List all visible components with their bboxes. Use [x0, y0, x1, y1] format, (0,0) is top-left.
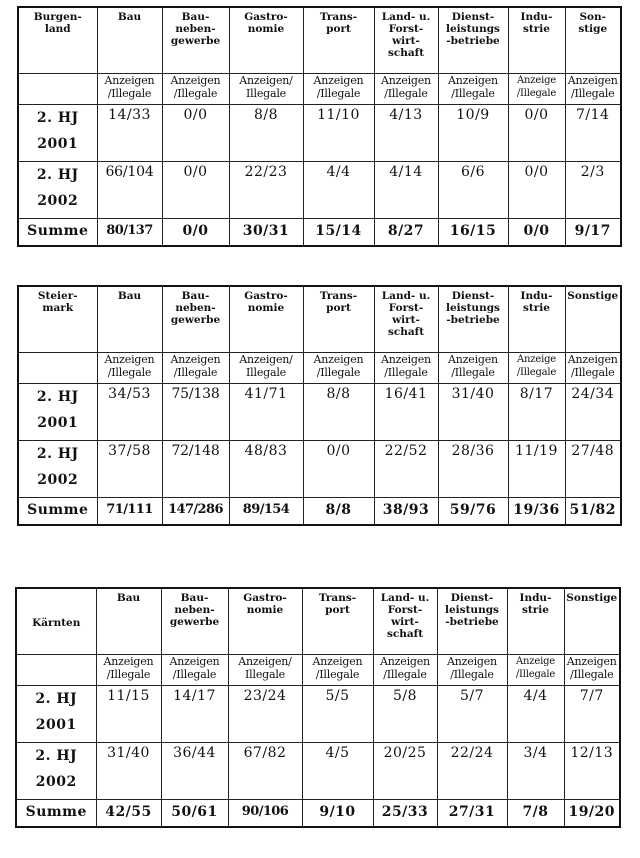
value-cell-dienst: 31/40 — [438, 384, 508, 441]
sum-cell-dienst: 27/31 — [437, 800, 507, 828]
unit-label-dienst: Anzeigen /Illegale — [438, 74, 508, 105]
column-header-dienst: Dienst- leistungs -betriebe — [437, 588, 507, 655]
unit-label-gastro: Anzeigen/ Illegale — [229, 74, 303, 105]
value-cell-gastro: 67/82 — [228, 743, 302, 800]
sum-cell-transport: 8/8 — [303, 498, 374, 526]
value-cell-landforst: 20/25 — [373, 743, 437, 800]
period-label — [16, 686, 96, 743]
value-cell-sonstige: 27/48 — [565, 441, 621, 498]
data-row — [16, 686, 620, 743]
unit-label-bau: Anzeigen /Illegale — [97, 353, 162, 384]
unit-label-transport: Anzeigen /Illegale — [302, 655, 373, 686]
value-cell-gastro: 22/23 — [229, 162, 303, 219]
column-header-bau: Bau — [96, 588, 161, 655]
region-table-2 — [17, 285, 622, 526]
value-cell-transport: 5/5 — [302, 686, 373, 743]
value-cell-industrie: 0/0 — [508, 105, 565, 162]
sum-row — [18, 498, 621, 526]
value-cell-gastro: 48/83 — [229, 441, 303, 498]
value-cell-sonstige: 24/34 — [565, 384, 621, 441]
unit-label-bau: Anzeigen /Illegale — [97, 74, 162, 105]
column-header-gastro: Gastro- nomie — [229, 286, 303, 353]
sum-cell-bau: 80/137 — [97, 219, 162, 247]
sum-cell-transport: 9/10 — [302, 800, 373, 828]
unit-label-sonstige: Anzeigen /Illegale — [564, 655, 620, 686]
period-year: 2002 — [35, 774, 77, 790]
unit-label-gastro: Anzeigen/ Illegale — [228, 655, 302, 686]
column-header-gastro: Gastro- nomie — [228, 588, 302, 655]
sum-cell-transport: 15/14 — [303, 219, 374, 247]
sum-cell-gastro: 30/31 — [229, 219, 303, 247]
value-cell-transport: 4/5 — [302, 743, 373, 800]
data-row — [16, 743, 620, 800]
sum-row — [16, 800, 620, 828]
column-header-transport: Trans- port — [303, 286, 374, 353]
value-cell-bau: 14/33 — [97, 105, 162, 162]
period-year: 2002 — [37, 193, 79, 209]
sum-cell-gastro: 89/154 — [229, 498, 303, 526]
sum-cell-industrie: 7/8 — [507, 800, 564, 828]
unit-row — [16, 655, 620, 686]
column-header-bauneben: Bau- neben- gewerbe — [162, 286, 229, 353]
period-label — [18, 384, 97, 441]
column-header-dienst: Dienst- leistungs -betriebe — [438, 286, 508, 353]
column-header-dienst: Dienst- leistungs -betriebe — [438, 7, 508, 74]
unit-label-transport: Anzeigen /Illegale — [303, 74, 374, 105]
column-header-industrie: Indu- strie — [507, 588, 564, 655]
value-cell-sonstige: 7/7 — [564, 686, 620, 743]
sum-cell-landforst: 25/33 — [373, 800, 437, 828]
unit-label-dienst: Anzeigen /Illegale — [437, 655, 507, 686]
sum-cell-landforst: 8/27 — [374, 219, 438, 247]
period-year: 2002 — [37, 472, 79, 488]
sum-cell-bau: 71/111 — [97, 498, 162, 526]
sum-cell-bauneben: 50/61 — [161, 800, 228, 828]
column-header-bau: Bau — [97, 7, 162, 74]
region-name: Steier- mark — [18, 286, 97, 353]
value-cell-dienst: 28/36 — [438, 441, 508, 498]
unit-label-industrie: Anzeige /Illegale — [508, 74, 565, 105]
column-header-bauneben: Bau- neben- gewerbe — [161, 588, 228, 655]
empty-cell — [18, 74, 97, 105]
period-half: 2. HJ — [35, 691, 78, 707]
unit-label-industrie: Anzeige /Illegale — [508, 353, 565, 384]
unit-label-bauneben: Anzeigen /Illegale — [161, 655, 228, 686]
value-cell-bau: 37/58 — [97, 441, 162, 498]
value-cell-landforst: 4/14 — [374, 162, 438, 219]
unit-label-industrie: Anzeige /Illegale — [507, 655, 564, 686]
unit-label-bauneben: Anzeigen /Illegale — [162, 74, 229, 105]
data-row — [18, 105, 621, 162]
value-cell-bau: 66/104 — [97, 162, 162, 219]
sum-cell-bau: 42/55 — [96, 800, 161, 828]
value-cell-sonstige: 12/13 — [564, 743, 620, 800]
header-row — [18, 286, 621, 353]
sum-cell-industrie: 0/0 — [508, 219, 565, 247]
data-row — [18, 441, 621, 498]
value-cell-landforst: 4/13 — [374, 105, 438, 162]
period-year: 2001 — [35, 717, 77, 733]
period-label — [18, 105, 97, 162]
period-half: 2. HJ — [36, 167, 79, 183]
sum-cell-landforst: 38/93 — [374, 498, 438, 526]
period-label — [16, 743, 96, 800]
period-half: 2. HJ — [36, 389, 79, 405]
value-cell-gastro: 41/71 — [229, 384, 303, 441]
column-header-transport: Trans- port — [303, 7, 374, 74]
unit-label-dienst: Anzeigen /Illegale — [438, 353, 508, 384]
unit-label-gastro: Anzeigen/ Illegale — [229, 353, 303, 384]
column-header-gastro: Gastro- nomie — [229, 7, 303, 74]
value-cell-dienst: 10/9 — [438, 105, 508, 162]
header-row — [16, 588, 620, 655]
sum-label: Summe — [18, 219, 97, 247]
column-header-sonstige: Sonstige — [564, 588, 620, 655]
value-cell-sonstige: 7/14 — [565, 105, 621, 162]
sum-label: Summe — [16, 800, 96, 828]
column-header-industrie: Indu- strie — [508, 7, 565, 74]
unit-label-transport: Anzeigen /Illegale — [303, 353, 374, 384]
value-cell-bauneben: 14/17 — [161, 686, 228, 743]
unit-label-bau: Anzeigen /Illegale — [96, 655, 161, 686]
value-cell-industrie: 0/0 — [508, 162, 565, 219]
value-cell-landforst: 16/41 — [374, 384, 438, 441]
value-cell-industrie: 8/17 — [508, 384, 565, 441]
region-name: Kärnten — [16, 588, 96, 655]
column-header-sonstige: Sonstige — [565, 286, 621, 353]
empty-cell — [18, 353, 97, 384]
value-cell-bauneben: 0/0 — [162, 162, 229, 219]
data-row — [18, 384, 621, 441]
column-header-transport: Trans- port — [302, 588, 373, 655]
period-year: 2001 — [37, 136, 79, 152]
value-cell-dienst: 5/7 — [437, 686, 507, 743]
column-header-bau: Bau — [97, 286, 162, 353]
sum-cell-sonstige: 19/20 — [564, 800, 620, 828]
value-cell-industrie: 4/4 — [507, 686, 564, 743]
period-label — [18, 162, 97, 219]
header-row — [18, 7, 621, 74]
value-cell-gastro: 23/24 — [228, 686, 302, 743]
value-cell-transport: 8/8 — [303, 384, 374, 441]
column-header-landforst: Land- u. Forst- wirt- schaft — [373, 588, 437, 655]
value-cell-bauneben: 36/44 — [161, 743, 228, 800]
column-header-bauneben: Bau- neben- gewerbe — [162, 7, 229, 74]
value-cell-industrie: 11/19 — [508, 441, 565, 498]
value-cell-bauneben: 0/0 — [162, 105, 229, 162]
column-header-sonstige: Son- stige — [565, 7, 621, 74]
period-half: 2. HJ — [35, 748, 78, 764]
sum-cell-bauneben: 147/286 — [162, 498, 229, 526]
unit-row — [18, 353, 621, 384]
region-name: Burgen- land — [18, 7, 97, 74]
unit-label-sonstige: Anzeigen /Illegale — [565, 74, 621, 105]
period-year: 2001 — [37, 415, 79, 431]
unit-label-landforst: Anzeigen /Illegale — [374, 74, 438, 105]
value-cell-bau: 11/15 — [96, 686, 161, 743]
unit-row — [18, 74, 621, 105]
value-cell-transport: 0/0 — [303, 441, 374, 498]
value-cell-bauneben: 72/148 — [162, 441, 229, 498]
value-cell-landforst: 22/52 — [374, 441, 438, 498]
value-cell-landforst: 5/8 — [373, 686, 437, 743]
sum-cell-sonstige: 9/17 — [565, 219, 621, 247]
value-cell-bau: 31/40 — [96, 743, 161, 800]
region-table-1 — [17, 6, 622, 247]
unit-label-landforst: Anzeigen /Illegale — [373, 655, 437, 686]
value-cell-bau: 34/53 — [97, 384, 162, 441]
column-header-landforst: Land- u. Forst- wirt- schaft — [374, 7, 438, 74]
sum-cell-dienst: 16/15 — [438, 219, 508, 247]
sum-cell-bauneben: 0/0 — [162, 219, 229, 247]
unit-label-sonstige: Anzeigen /Illegale — [565, 353, 621, 384]
value-cell-transport: 4/4 — [303, 162, 374, 219]
value-cell-transport: 11/10 — [303, 105, 374, 162]
unit-label-bauneben: Anzeigen /Illegale — [162, 353, 229, 384]
value-cell-dienst: 6/6 — [438, 162, 508, 219]
sum-row — [18, 219, 621, 247]
column-header-industrie: Indu- strie — [508, 286, 565, 353]
sum-cell-gastro: 90/106 — [228, 800, 302, 828]
period-label — [18, 441, 97, 498]
value-cell-gastro: 8/8 — [229, 105, 303, 162]
value-cell-bauneben: 75/138 — [162, 384, 229, 441]
unit-label-landforst: Anzeigen /Illegale — [374, 353, 438, 384]
sum-cell-sonstige: 51/82 — [565, 498, 621, 526]
value-cell-sonstige: 2/3 — [565, 162, 621, 219]
data-row — [18, 162, 621, 219]
sum-cell-dienst: 59/76 — [438, 498, 508, 526]
sum-cell-industrie: 19/36 — [508, 498, 565, 526]
value-cell-dienst: 22/24 — [437, 743, 507, 800]
empty-cell — [16, 655, 96, 686]
period-half: 2. HJ — [36, 110, 79, 126]
column-header-landforst: Land- u. Forst- wirt- schaft — [374, 286, 438, 353]
sum-label: Summe — [18, 498, 97, 526]
region-table-3 — [15, 587, 621, 828]
period-half: 2. HJ — [36, 446, 79, 462]
value-cell-industrie: 3/4 — [507, 743, 564, 800]
